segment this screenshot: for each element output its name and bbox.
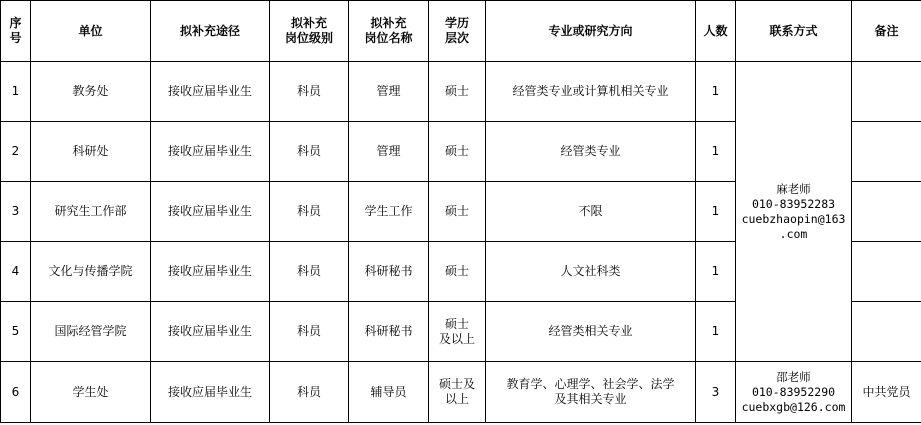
- header-contact: 联系方式: [736, 1, 852, 62]
- cell-level: 科员: [270, 362, 349, 423]
- header-unit: 单位: [31, 1, 151, 62]
- cell-route: 接收应届毕业生: [151, 182, 270, 242]
- cell-major: 经管类专业: [486, 122, 696, 182]
- cell-edu: 硕士 及以上: [429, 302, 486, 362]
- cell-post: 管理: [349, 122, 429, 182]
- cell-count: 1: [696, 302, 736, 362]
- table-row: [1, 62, 921, 122]
- cell-post: 科研秘书: [349, 302, 429, 362]
- cell-note: [852, 122, 921, 182]
- cell-unit: 学生处: [31, 362, 151, 423]
- contact-email: cuebzhaopin@163: [741, 211, 846, 226]
- cell-route: 接收应届毕业生: [151, 362, 270, 423]
- contact-phone: 010-83952283: [751, 196, 836, 211]
- cell-level: 科员: [270, 302, 349, 362]
- cell-unit: 研究生工作部: [31, 182, 151, 242]
- cell-seq: 4: [1, 242, 31, 302]
- header-route: 拟补充途径: [151, 1, 270, 62]
- cell-route: 接收应届毕业生: [151, 62, 270, 122]
- cell-seq: 3: [1, 182, 31, 242]
- cell-route: 接收应届毕业生: [151, 242, 270, 302]
- cell-level: 科员: [270, 242, 349, 302]
- cell-seq: 1: [1, 62, 31, 122]
- cell-major: 教育学、心理学、社会学、法学 及其相关专业: [486, 362, 696, 423]
- cell-unit: 教务处: [31, 62, 151, 122]
- cell-note: [852, 182, 921, 242]
- cell-edu: 硕士: [429, 182, 486, 242]
- cell-major: 经管类专业或计算机相关专业: [486, 62, 696, 122]
- cell-major: 经管类相关专业: [486, 302, 696, 362]
- cell-unit: 国际经管学院: [31, 302, 151, 362]
- header-seq: 序 号: [1, 1, 31, 62]
- cell-count: 1: [696, 182, 736, 242]
- cell-count: 1: [696, 122, 736, 182]
- cell-count: 1: [696, 242, 736, 302]
- cell-note: [852, 302, 921, 362]
- cell-post: 管理: [349, 62, 429, 122]
- cell-edu: 硕士及 以上: [429, 362, 486, 423]
- cell-note: [852, 242, 921, 302]
- cell-edu: 硕士: [429, 242, 486, 302]
- cell-edu: 硕士: [429, 122, 486, 182]
- table-row: [1, 362, 921, 423]
- contact-email-suffix: .com: [779, 226, 808, 241]
- header-level: 拟补充 岗位级别: [270, 1, 349, 62]
- cell-contact-group-1: [736, 62, 852, 362]
- cell-unit: 文化与传播学院: [31, 242, 151, 302]
- cell-post: 科研秘书: [349, 242, 429, 302]
- contact-email: cuebxgb@126.com: [741, 399, 846, 414]
- header-edu: 学历 层次: [429, 1, 486, 62]
- cell-note: 中共党员: [852, 362, 921, 423]
- cell-seq: 2: [1, 122, 31, 182]
- cell-unit: 科研处: [31, 122, 151, 182]
- cell-post: 学生工作: [349, 182, 429, 242]
- header-count: 人数: [696, 1, 736, 62]
- cell-route: 接收应届毕业生: [151, 302, 270, 362]
- cell-major: 人文社科类: [486, 242, 696, 302]
- cell-contact-group-2: [736, 362, 852, 423]
- contact-phone: 010-83952290: [751, 384, 836, 399]
- cell-count: 1: [696, 62, 736, 122]
- contact-name: 麻老师: [776, 181, 811, 196]
- header-major: 专业或研究方向: [486, 1, 696, 62]
- cell-note: [852, 62, 921, 122]
- header-post: 拟补充 岗位名称: [349, 1, 429, 62]
- contact-name: 邵老师: [776, 369, 811, 384]
- cell-edu: 硕士: [429, 62, 486, 122]
- cell-level: 科员: [270, 182, 349, 242]
- cell-major: 不限: [486, 182, 696, 242]
- cell-route: 接收应届毕业生: [151, 122, 270, 182]
- cell-level: 科员: [270, 122, 349, 182]
- cell-seq: 5: [1, 302, 31, 362]
- header-row: [1, 1, 921, 62]
- cell-post: 辅导员: [349, 362, 429, 423]
- cell-count: 3: [696, 362, 736, 423]
- cell-seq: 6: [1, 362, 31, 423]
- header-note: 备注: [852, 1, 921, 62]
- cell-level: 科员: [270, 62, 349, 122]
